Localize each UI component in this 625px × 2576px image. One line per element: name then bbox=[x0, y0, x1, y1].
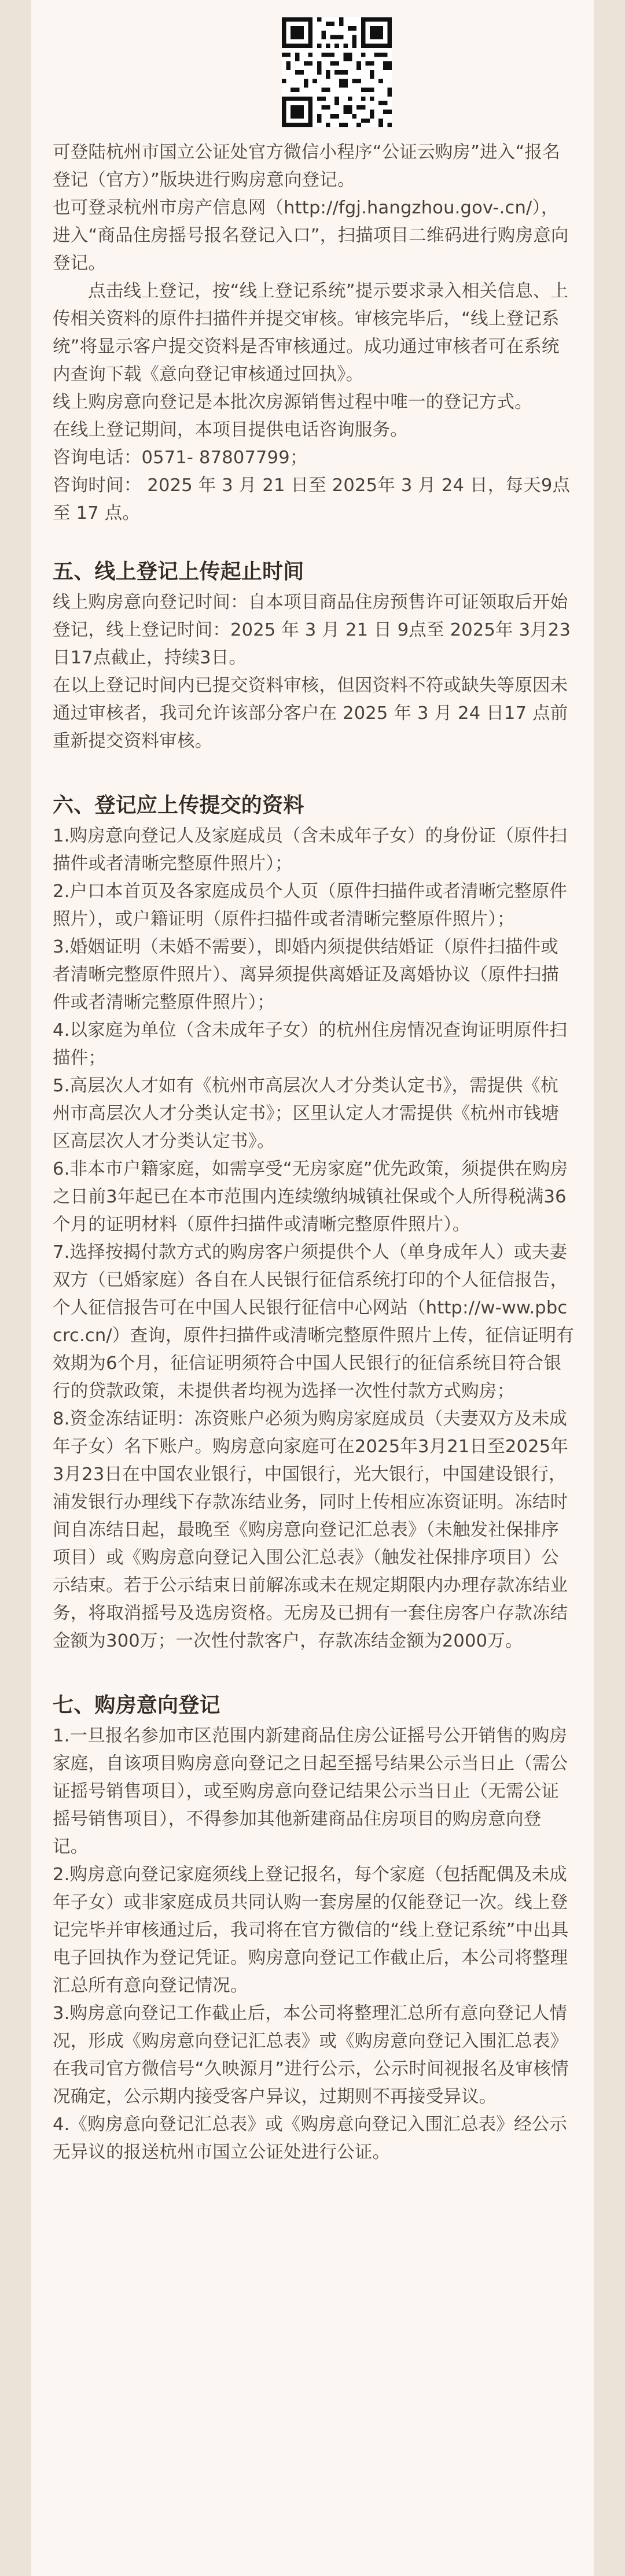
section-paragraph: 3.购房意向登记工作截止后，本公司将整理汇总所有意向登记人情况，形成《购房意向登记汇总表》或《购房意向登记入围汇总表》在我司官方微信号“久映源月”进行公示，公示时间视报名及审核情况确定，公示期内接受客户异议，过期则不再接受异议。 bbox=[53, 2003, 569, 2107]
section-paragraph: 1.一旦报名参加市区范围内新建商品住房公证摇号公开销售的购房家庭，自该项目购房意向登记之日起至摇号结果公示当日止（需公证摇号销售项目），或至购房意向登记结果公示当日止（无需公证摇号销售项目），不得参加其他新建商品住房项目的购房意向登记。 bbox=[53, 1726, 568, 1857]
section-paragraph: 7.选择按揭付款方式的购房客户须提供个人（单身成年人）或夫妻双方（已婚家庭）各自在人民银行征信系统打印的个人征信报告，个人征信报告可在中国人民银行征信中心网站（http://w-ww.pbccrc.cn/）查询，原件扫描件或清晰完整原件照片上传，征信证明有效期为6个月，征信证明须符合中国人民银行的征信系统目符合银行的贷款政策，未提供者均视为选择一次性付款方式购房； bbox=[53, 1242, 575, 1401]
section-paragraph: 2.户口本首页及各家庭成员个人页（原件扫描件或者清晰完整原件照片），或户籍证明（原件扫描件或者清晰完整原件照片）； bbox=[53, 881, 568, 929]
section-paragraph: 在以上登记时间内已提交资料审核，但因资料不符或缺失等原因未通过审核者，我司允许该部分客户在 2025 年 3 月 24 日17 点前重新提交资料审核。 bbox=[53, 676, 568, 751]
intro-paragraph: 点击线上登记，按“线上登记系统”提示要求录入相关信息、上传相关资料的原件扫描件并提交审核。审核完毕后，“线上登记系统”将显示客户提交资料是否审核通过。成功通过审核者可在系统内查询下载《意向登记审核通过回执》。 bbox=[53, 281, 569, 385]
intro-paragraph: 可登陆杭州市国立公证处官方微信小程序“公证云购房”进入“报名登记（官方）”版块进行购房意向登记。 bbox=[53, 142, 560, 190]
spacer bbox=[53, 755, 575, 789]
spacer bbox=[53, 1655, 575, 1689]
section-paragraph: 8.资金冻结证明：冻资账户必须为购房家庭成员（夫妻双方及未成年子女）名下账户。购房意向家庭可在2025年3月21日至2025年3月23日在中国农业银行，中国银行，光大银行，中国建设银行，浦发银行办理线下存款冻结业务，同时上传相应冻资证明。冻结时间自冻结日起，最晚至《购房意向登记汇总表》（未触发社保排序项目）或《购房意向登记入围公汇总表》（触发社保排序项目）公示结束。若于公示结束日前解冻或未在规定期限内办理存款冻结业务，将取消摇号及选房资格。无房及已拥有一套住房客户存款冻结金额为300万；一次性付款客户，存款冻结金额为2000万。 bbox=[53, 1409, 569, 1651]
section-title: 七、购房意向登记 bbox=[53, 1693, 220, 1717]
consult-time: 咨询时间： 2025 年 3 月 21 日至 2025年 3 月 24 日，每天9点至 17 点。 bbox=[53, 475, 571, 523]
section-paragraph: 6.非本市户籍家庭，如需享受“无房家庭”优先政策，须提供在购房之日前3年起已在本市范围内连续缴纳城镇社保或个人所得税满36个月的证明材料（原件扫描件或清晰完整原件照片）。 bbox=[53, 1159, 568, 1235]
section-paragraph: 3.婚姻证明（未婚不需要），即婚内须提供结婚证（原件扫描件或者清晰完整原件照片）、离异须提供离婚证及离婚协议（原件扫描件或者清晰完整原件照片）； bbox=[53, 937, 560, 1013]
intro-paragraph: 在线上登记期间，本项目提供电话咨询服务。 bbox=[53, 420, 408, 440]
section-paragraph: 2.购房意向登记家庭须线上登记报名，每个家庭（包括配偶及未成年子女）或非家庭成员共同认购一套房屋的仅能登记一次。线上登记完毕并审核通过后，我司将在官方微信的“线上登记系统”中出具电子回执作为登记凭证。购房意向登记工作截止后，本公司将整理汇总所有意向登记情况。 bbox=[53, 1865, 569, 1996]
section-paragraph: 1.购房意向登记人及家庭成员（含未成年子女）的身份证（原件扫描件或者清晰完整原件照片）； bbox=[53, 826, 568, 874]
qr-code-icon bbox=[282, 17, 392, 127]
intro-paragraph: 线上购房意向登记是本批次房源销售过程中唯一的登记方式。 bbox=[53, 392, 532, 412]
section-paragraph: 4.以家庭为单位（含未成年子女）的杭州住房情况查询证明原件扫描件； bbox=[53, 1020, 568, 1068]
section-paragraph: 5.高层次人才如有《杭州市高层次人才分类认定书》，需提供《杭州市高层次人才分类认定书》；区里认定人才需提供《杭州市钱塘区高层次人才分类认定书》。 bbox=[53, 1076, 560, 1152]
intro-paragraph: 也可登录杭州市房产信息网（http://fgj.hangzhou.gov-.cn/），进入“商品住房摇号报名登记入口”，扫描项目二维码进行购房意向登记。 bbox=[53, 198, 569, 274]
section-title: 六、登记应上传提交的资料 bbox=[53, 794, 304, 817]
section-paragraph: 4.《购房意向登记汇总表》或《购房意向登记入围汇总表》经公示无异议的报送杭州市国立公证处进行公证。 bbox=[53, 2114, 568, 2162]
consult-phone: 咨询电话：0571- 87807799； bbox=[53, 448, 308, 468]
spacer bbox=[53, 527, 575, 555]
article-body bbox=[53, 139, 575, 2167]
section-paragraph: 线上购房意向登记时间：自本项目商品住房预售许可证领取后开始登记，线上登记时间：2025 年 3 月 21 日 9点至 2025年 3月23 日17点截止，持续3日。 bbox=[53, 592, 571, 668]
section-title: 五、线上登记上传起止时间 bbox=[53, 560, 304, 584]
